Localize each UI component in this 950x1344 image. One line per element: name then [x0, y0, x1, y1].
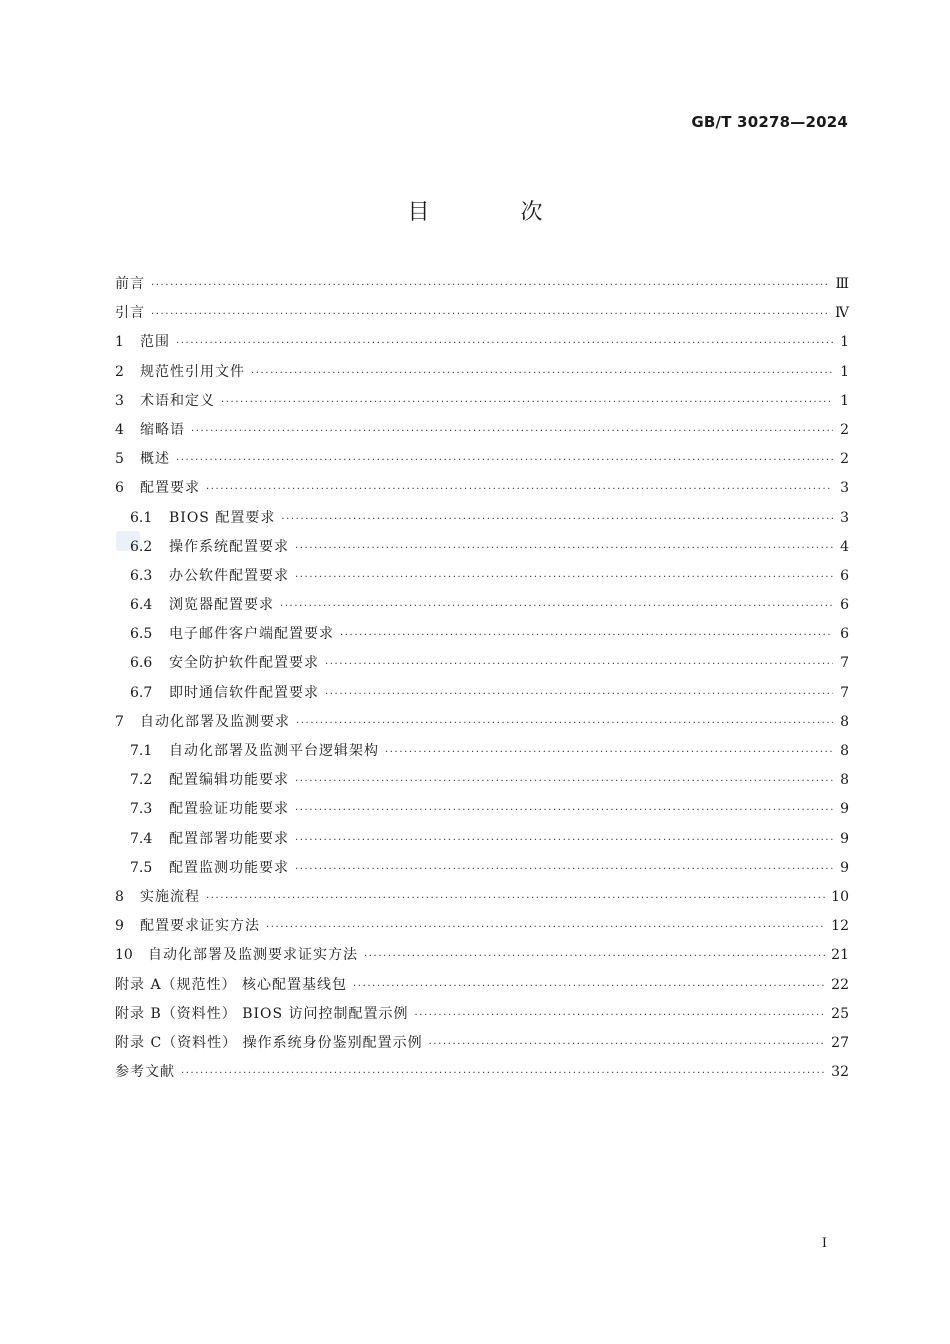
toc-entry-title: 配置要求证实方法 [140, 918, 260, 935]
toc-leader-dots [296, 709, 833, 738]
toc-entry-title: 实施流程 [140, 888, 200, 905]
toc-entry-title: 附录 C（资料性） 操作系统身份鉴别配置示例 [115, 1034, 423, 1051]
toc-leader-dots [295, 826, 833, 855]
toc-entry-page: 22 [831, 976, 849, 993]
toc-entry[interactable] [115, 795, 849, 824]
toc-entry-page: 6 [840, 597, 849, 614]
toc-leader-dots [206, 475, 833, 504]
toc-entry-number: 6 [115, 480, 124, 497]
toc-leader-dots [385, 738, 833, 767]
toc-entry-title: 安全防护软件配置要求 [169, 655, 319, 672]
toc-entry-title: 附录 A（规范性） 核心配置基线包 [115, 976, 348, 993]
toc-entry[interactable] [115, 971, 849, 1000]
toc-leader-dots [295, 534, 833, 563]
toc-entry[interactable] [115, 445, 849, 474]
toc-entry[interactable] [115, 1029, 849, 1058]
toc-entry-page: 8 [840, 743, 849, 759]
toc-entry[interactable] [115, 474, 849, 503]
toc-entry-number: 6.2 [130, 538, 153, 555]
toc-entry[interactable] [115, 679, 849, 708]
toc-entry[interactable] [115, 708, 849, 737]
toc-entry-page: 8 [840, 772, 849, 789]
toc-entry-number: 7.1 [130, 743, 153, 759]
toc-entry-number: 3 [115, 392, 124, 409]
toc-entry-title: 参考文献 [115, 1064, 175, 1081]
toc-leader-dots [191, 417, 833, 446]
toc-entry[interactable] [115, 620, 849, 649]
toc-entry-title: 附录 B（资料性） BIOS 访问控制配置示例 [115, 1005, 409, 1022]
toc-entry-number: 9 [115, 918, 124, 935]
toc-entry-number: 2 [115, 363, 124, 380]
page-title: 目 次 [407, 200, 585, 225]
toc-leader-dots [280, 592, 833, 621]
toc-leader-dots [295, 855, 833, 884]
toc-entry-title: 前言 [115, 276, 145, 292]
toc-entry[interactable] [115, 387, 849, 416]
toc-entry[interactable] [115, 883, 849, 912]
toc-entry-page: 2 [840, 451, 849, 468]
toc-entry-page: 1 [840, 334, 849, 351]
toc-entry[interactable] [115, 825, 849, 854]
toc-entry-page: 9 [840, 859, 849, 876]
toc-leader-dots [295, 796, 833, 825]
toc-entry-page: 12 [831, 918, 849, 935]
toc-leader-dots [353, 972, 825, 1001]
toc-entry-title: 范围 [140, 334, 170, 351]
toc-entry[interactable] [115, 766, 849, 795]
toc-leader-dots [151, 300, 829, 329]
toc-entry-title: 配置验证功能要求 [169, 801, 289, 818]
toc-entry-page: 9 [840, 801, 849, 818]
toc-entry[interactable] [115, 1058, 849, 1087]
toc-entry-title: 配置编辑功能要求 [169, 772, 289, 789]
toc-entry[interactable] [115, 649, 849, 678]
toc-leader-dots [325, 680, 833, 709]
toc-entry-title: 配置监测功能要求 [169, 859, 289, 876]
table-of-contents [115, 270, 849, 1087]
toc-entry-title: 缩略语 [140, 421, 185, 438]
toc-entry[interactable] [115, 854, 849, 883]
toc-entry-page: 3 [840, 480, 849, 497]
toc-leader-dots [415, 1001, 826, 1030]
toc-leader-dots [176, 446, 833, 475]
toc-entry-number: 4 [115, 421, 124, 438]
toc-entry-title: 操作系统配置要求 [169, 538, 289, 555]
toc-entry-page: 9 [840, 830, 849, 847]
toc-entry-number: 6.1 [130, 509, 153, 526]
toc-entry-number: 8 [115, 888, 124, 905]
toc-entry-title: 电子邮件客户端配置要求 [169, 626, 334, 643]
toc-entry[interactable] [115, 358, 849, 387]
toc-entry-number: 10 [115, 947, 133, 964]
toc-leader-dots [340, 621, 833, 650]
toc-entry-number: 6.7 [130, 684, 153, 701]
toc-entry-page: 32 [831, 1064, 849, 1081]
toc-entry-title: 自动化部署及监测平台逻辑架构 [169, 743, 379, 759]
toc-entry[interactable] [115, 1000, 849, 1029]
toc-entry-page: 7 [840, 684, 849, 701]
toc-entry-page: Ⅳ [835, 305, 849, 322]
toc-entry[interactable] [115, 562, 849, 591]
toc-entry-title: 配置要求 [140, 480, 200, 497]
toc-entry-title: 配置部署功能要求 [169, 830, 289, 847]
toc-leader-dots [364, 942, 825, 971]
toc-entry-title: 规范性引用文件 [140, 363, 245, 380]
toc-leader-dots [221, 388, 833, 417]
toc-entry[interactable] [115, 504, 849, 533]
toc-entry-number: 6.6 [130, 655, 153, 672]
toc-leader-dots [181, 1059, 825, 1088]
toc-entry-title: 办公软件配置要求 [169, 567, 289, 584]
page-number: I [821, 1236, 827, 1251]
toc-entry-page: 27 [831, 1034, 849, 1051]
toc-entry-page: 21 [831, 947, 849, 964]
toc-entry-page: 2 [840, 421, 849, 438]
toc-entry-number: 6.5 [130, 626, 153, 643]
toc-entry-page: 8 [840, 713, 849, 730]
toc-leader-dots [295, 563, 833, 592]
toc-entry-title: 概述 [140, 451, 170, 468]
toc-entry-number: 7 [115, 713, 124, 730]
toc-entry-page: 1 [840, 392, 849, 409]
toc-entry[interactable] [115, 912, 849, 941]
toc-entry-number: 6.3 [130, 567, 153, 584]
toc-entry[interactable] [115, 299, 849, 328]
toc-leader-dots [429, 1030, 826, 1059]
toc-entry-title: 即时通信软件配置要求 [169, 684, 319, 701]
toc-entry-page: 3 [840, 509, 849, 526]
toc-leader-dots [151, 271, 829, 300]
toc-entry[interactable] [115, 328, 849, 357]
toc-leader-dots [251, 359, 833, 388]
toc-leader-dots [266, 913, 825, 942]
toc-entry-page: 4 [840, 538, 849, 555]
toc-entry-title: 术语和定义 [140, 392, 215, 409]
toc-entry[interactable] [115, 270, 849, 299]
toc-entry-page: 1 [840, 363, 849, 380]
toc-entry[interactable] [115, 591, 849, 620]
toc-entry-page: 6 [840, 567, 849, 584]
toc-entry-number: 5 [115, 451, 124, 468]
toc-entry[interactable] [115, 941, 849, 970]
toc-entry-page: 10 [831, 888, 849, 905]
toc-entry[interactable] [115, 737, 849, 766]
toc-entry-number: 7.2 [130, 772, 153, 789]
standard-number: GB/T 30278—2024 [691, 113, 848, 131]
toc-entry-page: 25 [831, 1005, 849, 1022]
toc-leader-dots [206, 884, 825, 913]
toc-entry[interactable] [115, 416, 849, 445]
toc-entry-number: 6.4 [130, 597, 153, 614]
toc-leader-dots [281, 505, 833, 534]
toc-entry-number: 1 [115, 334, 124, 351]
toc-leader-dots [176, 329, 833, 358]
toc-leader-dots [295, 767, 833, 796]
toc-leader-dots [325, 650, 833, 679]
toc-entry-number: 7.4 [130, 830, 153, 847]
toc-entry-page: Ⅲ [835, 276, 849, 292]
toc-entry[interactable] [115, 533, 849, 562]
toc-entry-page: 6 [840, 626, 849, 643]
toc-entry-title: 引言 [115, 305, 145, 322]
toc-entry-number: 7.3 [130, 801, 153, 818]
toc-entry-title: 自动化部署及监测要求证实方法 [148, 947, 358, 964]
toc-entry-page: 7 [840, 655, 849, 672]
toc-entry-number: 7.5 [130, 859, 153, 876]
toc-entry-title: 自动化部署及监测要求 [140, 713, 290, 730]
toc-entry-title: 浏览器配置要求 [169, 597, 274, 614]
toc-entry-title: BIOS 配置要求 [169, 509, 276, 526]
